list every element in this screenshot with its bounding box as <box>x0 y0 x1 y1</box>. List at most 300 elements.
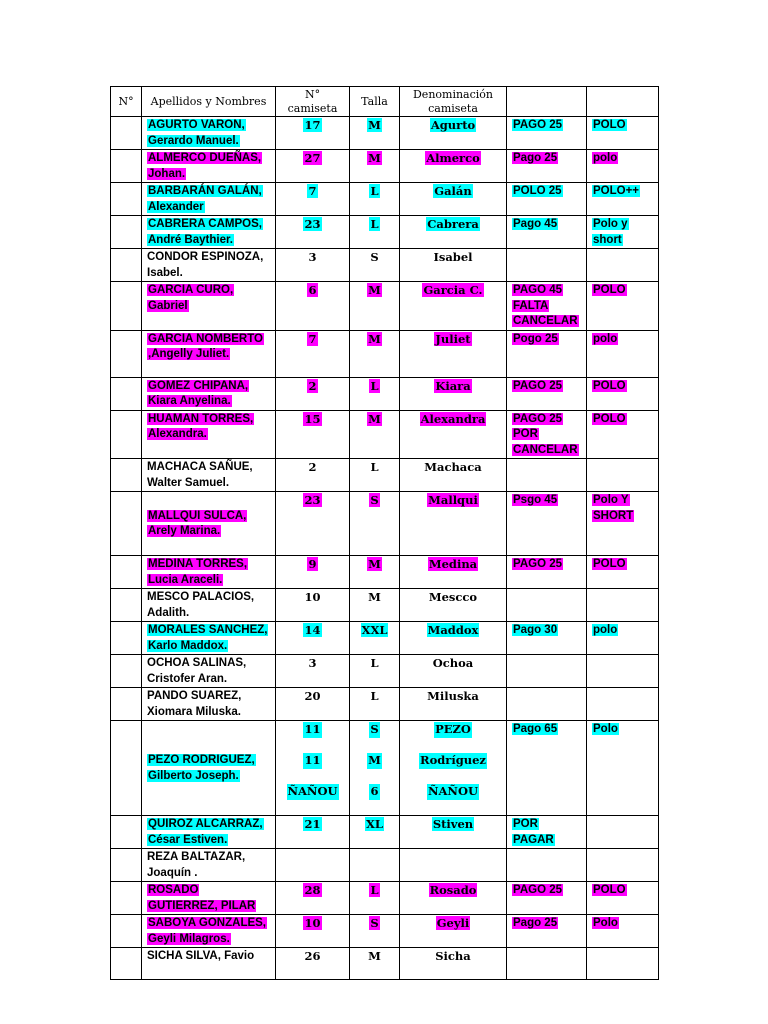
shirt-denomination-cell <box>400 459 507 492</box>
payment-status-cell <box>507 655 587 688</box>
row-number-cell <box>111 282 142 331</box>
table-row <box>111 282 659 331</box>
shirt-denomination: Agurto <box>430 118 476 132</box>
shirt-number: 28 <box>304 883 321 897</box>
student-name-cell <box>142 330 276 377</box>
shirt-number-cell <box>276 849 350 882</box>
row-number-cell <box>111 721 142 816</box>
student-name: PEZO RODRIGUEZ, Gilberto Joseph. <box>148 754 255 782</box>
shirt-number: 23 <box>304 493 321 507</box>
row-number-cell <box>111 589 142 622</box>
table-row <box>111 589 659 622</box>
student-name-cell <box>142 589 276 622</box>
payment-status-cell <box>507 492 587 556</box>
item-cell <box>587 492 659 556</box>
table-row <box>111 216 659 249</box>
shirt-denomination-cell <box>400 915 507 948</box>
student-name: MESCO PALACIOS, Adalith. <box>147 591 255 619</box>
table-row <box>111 816 659 849</box>
shirt-size: L <box>370 883 379 897</box>
shirt-number: 2 <box>308 378 317 393</box>
shirt-denomination-cell <box>400 948 507 980</box>
item-cell <box>587 849 659 882</box>
shirt-size: S <box>370 722 379 736</box>
item-cell <box>587 915 659 948</box>
table-row <box>111 249 659 282</box>
table-row <box>111 688 659 721</box>
shirt-number: 2 <box>308 460 317 474</box>
shirt-number-cell <box>276 622 350 655</box>
payment-status-cell <box>507 117 587 150</box>
item-cell <box>587 589 659 622</box>
shirt-number-cell <box>276 330 350 377</box>
table-row <box>111 410 659 459</box>
ordered-item: POLO <box>593 884 626 896</box>
ordered-item: POLO <box>593 119 626 131</box>
shirt-denomination-cell <box>400 183 507 216</box>
ordered-item: polo <box>593 624 618 636</box>
row-number-cell <box>111 849 142 882</box>
shirt-size-cell <box>350 882 400 915</box>
shirt-size-cell <box>350 655 400 688</box>
payment-status-cell <box>507 249 587 282</box>
student-name: BARBARÁN GALÁN, Alexander <box>148 185 262 213</box>
payment-status-cell <box>507 849 587 882</box>
shirt-denomination: Galán <box>434 184 472 198</box>
payment-status: POLO 25 <box>513 185 562 197</box>
student-name: CABRERA CAMPOS, André Baythier. <box>148 218 262 246</box>
shirt-number: ÑAÑOU <box>287 784 338 798</box>
shirt-number: 27 <box>304 151 321 165</box>
shirt-denomination-cell <box>400 249 507 282</box>
student-name: MALLQUI SULCA, Arely Marina. <box>148 509 247 537</box>
shirt-denomination-cell <box>400 655 507 688</box>
shirt-size-cell <box>350 377 400 410</box>
header-payment <box>507 87 587 117</box>
row-number-cell <box>111 915 142 948</box>
shirt-size-cell <box>350 849 400 882</box>
student-name: GARCIA NOMBERTO ,Angelly Juliet. <box>148 332 263 360</box>
shirt-order-table <box>110 86 659 980</box>
payment-status: PAGO 45 FALTA CANCELAR <box>513 284 578 327</box>
payment-status: Pago 30 <box>513 624 558 636</box>
row-number-cell <box>111 117 142 150</box>
shirt-size: M <box>368 151 381 165</box>
shirt-size-cell <box>350 282 400 331</box>
shirt-number-cell <box>276 882 350 915</box>
item-cell <box>587 556 659 589</box>
table-row <box>111 183 659 216</box>
shirt-size-cell <box>350 183 400 216</box>
shirt-number: 11 <box>304 722 321 736</box>
shirt-number: 10 <box>304 916 321 930</box>
item-cell <box>587 816 659 849</box>
shirt-number: 3 <box>308 656 317 670</box>
item-cell <box>587 721 659 816</box>
shirt-denomination: Stiven <box>432 817 474 831</box>
student-name-cell <box>142 721 276 816</box>
student-name: ALMERCO DUEÑAS, Johan. <box>148 152 262 180</box>
payment-status-cell <box>507 688 587 721</box>
student-name: GOMEZ CHIPANA, Kiara Anyelina. <box>148 379 249 407</box>
shirt-size: L <box>370 217 379 231</box>
payment-status-cell <box>507 183 587 216</box>
shirt-denomination: Garcia C. <box>423 283 483 297</box>
row-number-cell <box>111 183 142 216</box>
table-row <box>111 948 659 980</box>
table-body <box>111 117 659 980</box>
shirt-size: XL <box>365 817 383 831</box>
shirt-denomination-cell <box>400 117 507 150</box>
student-name: MACHACA SAÑUE, Walter Samuel. <box>147 461 253 489</box>
shirt-denomination-cell <box>400 882 507 915</box>
ordered-item: POLO++ <box>593 185 640 197</box>
payment-status: PAGO 25 POR CANCELAR <box>513 412 578 456</box>
shirt-size: M <box>368 411 381 426</box>
table-row <box>111 622 659 655</box>
payment-status-cell <box>507 330 587 377</box>
table-row <box>111 492 659 556</box>
shirt-denomination-cell <box>400 589 507 622</box>
student-name: MEDINA TORRES, Lucia Araceli. <box>148 558 248 586</box>
shirt-denomination-cell <box>400 216 507 249</box>
row-number-cell <box>111 410 142 459</box>
shirt-size: M <box>368 753 381 767</box>
shirt-denomination: Medina <box>428 557 478 571</box>
item-cell <box>587 330 659 377</box>
student-name-cell <box>142 377 276 410</box>
ordered-item: Polo <box>593 723 618 735</box>
student-name-cell <box>142 882 276 915</box>
ordered-item: Polo y short <box>593 218 628 246</box>
header-name: Apellidos y Nombres <box>142 87 276 117</box>
student-name-cell <box>142 688 276 721</box>
shirt-size-cell <box>350 721 400 816</box>
table-header-row <box>111 87 659 117</box>
payment-status: Pago 45 <box>513 218 558 230</box>
item-cell <box>587 249 659 282</box>
shirt-denomination-cell <box>400 492 507 556</box>
payment-status: POR PAGAR <box>513 818 554 846</box>
student-name-cell <box>142 492 276 556</box>
shirt-number: 7 <box>308 331 317 346</box>
shirt-denomination: Rosado <box>429 883 477 897</box>
shirt-denomination: Maddox <box>427 623 479 637</box>
item-cell <box>587 622 659 655</box>
payment-status-cell <box>507 816 587 849</box>
row-number-cell <box>111 556 142 589</box>
payment-status: PAGO 25 <box>513 379 562 392</box>
shirt-size-cell <box>350 330 400 377</box>
student-name-cell <box>142 948 276 980</box>
shirt-size: M <box>368 557 381 571</box>
payment-status: Pago 25 <box>513 152 558 164</box>
payment-status-cell <box>507 556 587 589</box>
shirt-size: L <box>370 184 379 198</box>
item-cell <box>587 183 659 216</box>
payment-status-cell <box>507 589 587 622</box>
shirt-number: 10 <box>304 590 321 604</box>
shirt-denomination: Alexandra <box>420 411 486 426</box>
item-cell <box>587 688 659 721</box>
shirt-number: 7 <box>308 184 317 198</box>
item-cell <box>587 117 659 150</box>
payment-status-cell <box>507 410 587 459</box>
shirt-denomination: Miluska <box>427 689 479 703</box>
shirt-denomination-cell <box>400 816 507 849</box>
payment-status-cell <box>507 882 587 915</box>
table-row <box>111 150 659 183</box>
shirt-number: 21 <box>304 817 321 831</box>
shirt-denomination-cell <box>400 377 507 410</box>
shirt-denomination: Machaca <box>424 460 482 474</box>
shirt-number-cell <box>276 589 350 622</box>
shirt-size-cell <box>350 216 400 249</box>
header-denomination: Denominación camiseta <box>400 87 507 117</box>
shirt-size: XXL <box>361 623 388 637</box>
shirt-size: 6 <box>370 784 379 798</box>
shirt-number: 3 <box>308 250 317 264</box>
student-name: SABOYA GONZALES, Geyli Milagros. <box>148 917 266 945</box>
payment-status: Psgo 45 <box>513 494 558 506</box>
row-number-cell <box>111 459 142 492</box>
shirt-number: 20 <box>304 689 321 703</box>
item-cell <box>587 948 659 980</box>
shirt-size-cell <box>350 915 400 948</box>
student-name-cell <box>142 249 276 282</box>
student-name-cell <box>142 150 276 183</box>
student-name: MORALES SANCHEZ, Karlo Maddox. <box>148 624 268 652</box>
payment-status-cell <box>507 622 587 655</box>
shirt-number-cell <box>276 377 350 410</box>
shirt-number-cell <box>276 492 350 556</box>
shirt-number-cell <box>276 249 350 282</box>
row-number-cell <box>111 150 142 183</box>
shirt-number-cell <box>276 688 350 721</box>
student-name: PANDO SUAREZ, Xiomara Miluska. <box>147 690 242 718</box>
student-name-cell <box>142 216 276 249</box>
student-name-cell <box>142 655 276 688</box>
row-number-cell <box>111 216 142 249</box>
ordered-item: polo <box>593 152 618 164</box>
table-row <box>111 377 659 410</box>
table-row <box>111 721 659 816</box>
payment-status: Pago 25 <box>513 917 558 929</box>
student-name: QUIROZ ALCARRAZ, César Estiven. <box>148 818 263 846</box>
shirt-denomination-cell <box>400 282 507 331</box>
payment-status-cell <box>507 948 587 980</box>
shirt-denomination: Mescco <box>428 590 478 604</box>
shirt-size: S <box>370 250 379 264</box>
table-row <box>111 915 659 948</box>
row-number-cell <box>111 330 142 377</box>
shirt-size: L <box>370 378 379 393</box>
payment-status-cell <box>507 915 587 948</box>
header-size: Talla <box>350 87 400 117</box>
shirt-size: M <box>368 331 381 346</box>
table-row <box>111 459 659 492</box>
student-name: SICHA SILVA, Favio <box>147 950 255 962</box>
row-number-cell <box>111 249 142 282</box>
item-cell <box>587 216 659 249</box>
student-name: ROSADO GUTIERREZ, PILAR <box>148 884 256 912</box>
payment-status: Pago 65 <box>513 723 558 735</box>
shirt-size: L <box>370 460 379 474</box>
shirt-denomination: PEZO <box>435 722 471 736</box>
payment-status-cell <box>507 459 587 492</box>
ordered-item: Polo <box>593 917 618 929</box>
row-number-cell <box>111 882 142 915</box>
table-row <box>111 882 659 915</box>
shirt-denomination-cell <box>400 410 507 459</box>
student-name-cell <box>142 849 276 882</box>
shirt-number: 23 <box>304 217 321 231</box>
student-name: AGURTO VARON, Gerardo Manuel. <box>148 119 245 147</box>
shirt-denomination-cell <box>400 688 507 721</box>
shirt-size-cell <box>350 816 400 849</box>
shirt-denomination: Mallqui <box>428 493 478 507</box>
row-number-cell <box>111 622 142 655</box>
shirt-number-cell <box>276 816 350 849</box>
shirt-size: M <box>368 590 381 604</box>
shirt-size: L <box>370 656 379 670</box>
row-number-cell <box>111 816 142 849</box>
shirt-number: 15 <box>304 411 321 426</box>
payment-status-cell <box>507 721 587 816</box>
table-row <box>111 655 659 688</box>
shirt-denomination-cell <box>400 849 507 882</box>
header-shirt-number: N° camiseta <box>276 87 350 117</box>
shirt-number-cell <box>276 183 350 216</box>
shirt-size-cell <box>350 948 400 980</box>
row-number-cell <box>111 948 142 980</box>
shirt-size: M <box>368 949 381 963</box>
shirt-number-cell <box>276 948 350 980</box>
shirt-denomination-cell <box>400 150 507 183</box>
shirt-size: L <box>370 689 379 703</box>
shirt-number-cell <box>276 410 350 459</box>
student-name-cell <box>142 282 276 331</box>
shirt-number: 17 <box>304 118 321 132</box>
shirt-number: 6 <box>308 283 317 297</box>
shirt-number-cell <box>276 721 350 816</box>
shirt-denomination: Almerco <box>426 151 480 165</box>
shirt-number: 9 <box>308 557 317 571</box>
shirt-denomination: Rodríguez <box>420 753 486 767</box>
payment-status: PAGO 25 <box>513 558 562 570</box>
student-name-cell <box>142 183 276 216</box>
shirt-number-cell <box>276 915 350 948</box>
shirt-size: S <box>370 916 379 930</box>
ordered-item: POLO <box>593 412 626 425</box>
payment-status: Pogo 25 <box>513 332 558 345</box>
shirt-denomination: Juliet <box>435 331 471 346</box>
payment-status-cell <box>507 216 587 249</box>
shirt-size-cell <box>350 492 400 556</box>
shirt-number-cell <box>276 216 350 249</box>
student-name: HUAMAN TORRES, Alexandra. <box>148 412 254 440</box>
item-cell <box>587 282 659 331</box>
shirt-size-cell <box>350 556 400 589</box>
table-row <box>111 849 659 882</box>
student-name: GARCIA CURO, Gabriel <box>148 284 234 312</box>
shirt-number-cell <box>276 117 350 150</box>
shirt-size-cell <box>350 589 400 622</box>
table-row <box>111 330 659 377</box>
payment-status-cell <box>507 377 587 410</box>
shirt-denomination-cell <box>400 330 507 377</box>
shirt-number-cell <box>276 150 350 183</box>
shirt-number-cell <box>276 282 350 331</box>
student-name-cell <box>142 915 276 948</box>
item-cell <box>587 882 659 915</box>
student-name-cell <box>142 622 276 655</box>
student-name-cell <box>142 816 276 849</box>
table-row <box>111 117 659 150</box>
ordered-item: POLO <box>593 284 626 296</box>
table-row <box>111 556 659 589</box>
row-number-cell <box>111 492 142 556</box>
item-cell <box>587 150 659 183</box>
payment-status-cell <box>507 150 587 183</box>
shirt-denomination-cell <box>400 721 507 816</box>
shirt-size-cell <box>350 622 400 655</box>
student-name-cell <box>142 410 276 459</box>
ordered-item: polo <box>593 332 618 345</box>
shirt-size-cell <box>350 117 400 150</box>
row-number-cell <box>111 377 142 410</box>
row-number-cell <box>111 688 142 721</box>
payment-status: PAGO 25 <box>513 884 562 896</box>
shirt-number-cell <box>276 459 350 492</box>
shirt-size-cell <box>350 459 400 492</box>
shirt-denomination-cell <box>400 622 507 655</box>
shirt-size-cell <box>350 150 400 183</box>
shirt-size: S <box>370 493 379 507</box>
shirt-denomination: Geyli <box>436 916 470 930</box>
shirt-number: 26 <box>304 949 321 963</box>
item-cell <box>587 410 659 459</box>
student-name-cell <box>142 459 276 492</box>
header-item <box>587 87 659 117</box>
ordered-item: POLO <box>593 558 626 570</box>
shirt-denomination: Ochoa <box>432 656 474 670</box>
shirt-denomination: Kiara <box>435 378 471 393</box>
ordered-item: POLO <box>593 379 626 392</box>
student-name-cell <box>142 556 276 589</box>
shirt-number: 11 <box>304 753 321 767</box>
header-number: N° <box>111 87 142 117</box>
shirt-size-cell <box>350 249 400 282</box>
shirt-size: M <box>368 118 381 132</box>
ordered-item: Polo Y SHORT <box>593 494 634 522</box>
shirt-denomination-cell <box>400 556 507 589</box>
student-name: REZA BALTAZAR, Joaquín . <box>147 851 246 879</box>
shirt-denomination: Isabel <box>433 250 473 264</box>
shirt-size-cell <box>350 410 400 459</box>
shirt-number: 14 <box>304 623 321 637</box>
payment-status-cell <box>507 282 587 331</box>
item-cell <box>587 459 659 492</box>
payment-status: PAGO 25 <box>513 119 562 131</box>
shirt-denomination: Sicha <box>435 949 471 963</box>
item-cell <box>587 377 659 410</box>
shirt-denomination: ÑAÑOU <box>428 784 478 798</box>
shirt-size-cell <box>350 688 400 721</box>
shirt-size: M <box>368 283 381 297</box>
shirt-number-cell <box>276 655 350 688</box>
shirt-denomination: Cabrera <box>427 217 479 231</box>
